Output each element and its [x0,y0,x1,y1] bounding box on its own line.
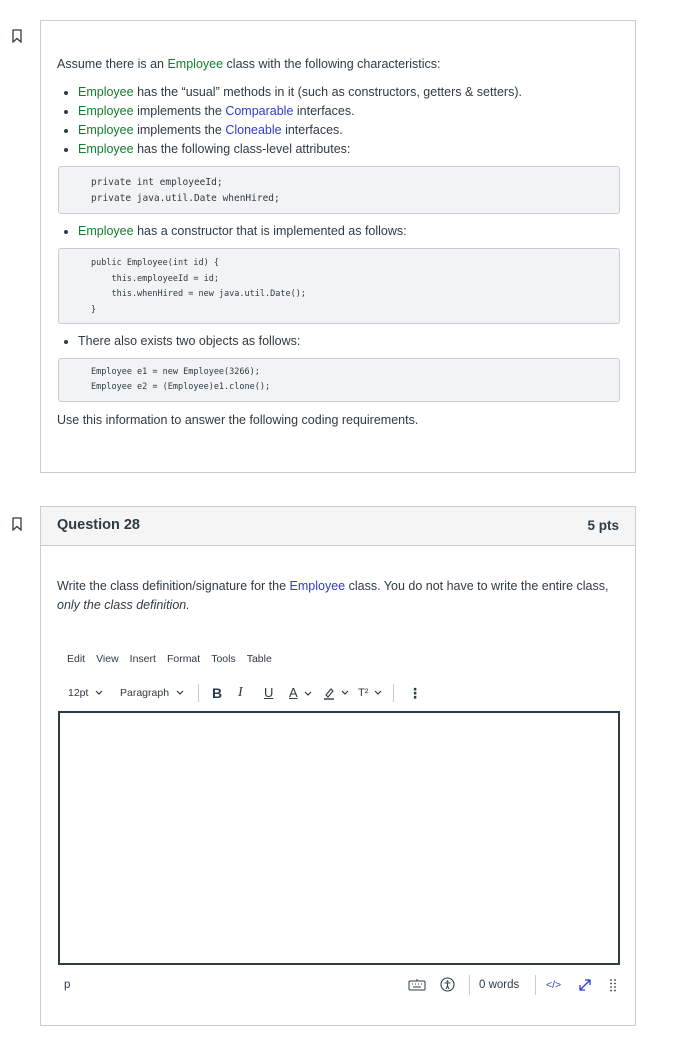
bookmark-icon[interactable] [12,29,22,43]
menu-format[interactable]: Format [166,653,201,665]
status-divider [469,975,470,995]
font-size-select[interactable]: 12pt [68,683,103,703]
highlighter-icon [323,687,335,700]
question-card [40,506,636,1026]
code-block-constructor: public Employee(int id) { this.employeeId = id; this.whenHired = new java.util.Date(); } [58,248,620,324]
rich-text-editor[interactable] [58,711,620,965]
chevron-down-icon [304,691,312,697]
menu-edit[interactable]: Edit [67,653,86,665]
list-item: Employee has a constructor that is implemented as follows: [57,222,621,241]
accessibility-icon [440,977,455,992]
element-path: p [64,979,71,991]
bold-button[interactable]: B [212,685,223,701]
drag-handle-icon [609,978,617,992]
chevron-down-icon [176,690,184,696]
html-editor-toggle[interactable]: </> [546,979,562,991]
chevron-down-icon [341,690,349,696]
question-text: Write the class definition/signature for the Employee class. You do not have to write the entire class, only the class definition. [57,579,609,612]
superscript-button[interactable]: T² [358,683,382,703]
chevron-down-icon [374,690,382,696]
constructor-list [57,222,621,241]
list-item: Employee implements the Comparable interfaces. [57,102,621,121]
toolbar-divider [393,684,394,702]
objects-list [57,332,621,351]
employee-class-ref: Employee [167,57,224,71]
question-points: 5 pts [587,518,619,533]
highlight-button[interactable] [323,683,349,703]
bookmark-question-icon[interactable] [12,517,22,531]
keyboard-shortcuts-button[interactable] [408,975,426,995]
employee-class-ref: Employee [289,579,346,593]
block-format-select[interactable]: Paragraph [120,683,184,703]
intro-paragraph: Assume there is an Employee class with the following characteristics: [57,57,441,71]
toolbar-divider [198,684,199,702]
list-item: Employee implements the Cloneable interfaces. [57,121,621,140]
list-item: There also exists two objects as follows: [57,332,621,351]
menu-view[interactable]: View [96,653,119,665]
text-block [40,20,636,473]
menu-table[interactable]: Table [246,653,272,665]
italic-button[interactable]: I [238,685,243,700]
menu-insert[interactable]: Insert [129,653,156,665]
editor-menubar [67,653,283,665]
menu-tools[interactable]: Tools [211,653,236,665]
accessibility-checker-button[interactable] [440,975,455,995]
characteristics-list [57,83,621,159]
more-options-button[interactable]: ⋮ [408,685,422,701]
text-color-button[interactable]: A [289,683,312,703]
word-count[interactable]: 0 words [479,979,520,991]
closing-paragraph: Use this information to answer the following coding requirements. [57,413,419,427]
chevron-down-icon [95,690,103,696]
status-divider [535,975,536,995]
expand-icon [578,978,592,992]
list-item: Employee has the following class-level attributes: [57,140,621,159]
resize-handle[interactable] [609,975,617,995]
editor-statusbar [41,969,635,999]
question-title: Question 28 [57,517,140,533]
keyboard-icon [408,978,426,991]
code-block-objects: Employee e1 = new Employee(3266); Employee e2 = (Employee)e1.clone(); [58,358,620,402]
underline-button[interactable]: U [264,685,274,700]
question-header [41,507,635,546]
code-block-attributes: private int employeeId; private java.util.Date whenHired; [58,166,620,214]
fullscreen-button[interactable] [578,975,592,995]
list-item: Employee has the “usual” methods in it (such as constructors, getters & setters). [57,83,621,102]
